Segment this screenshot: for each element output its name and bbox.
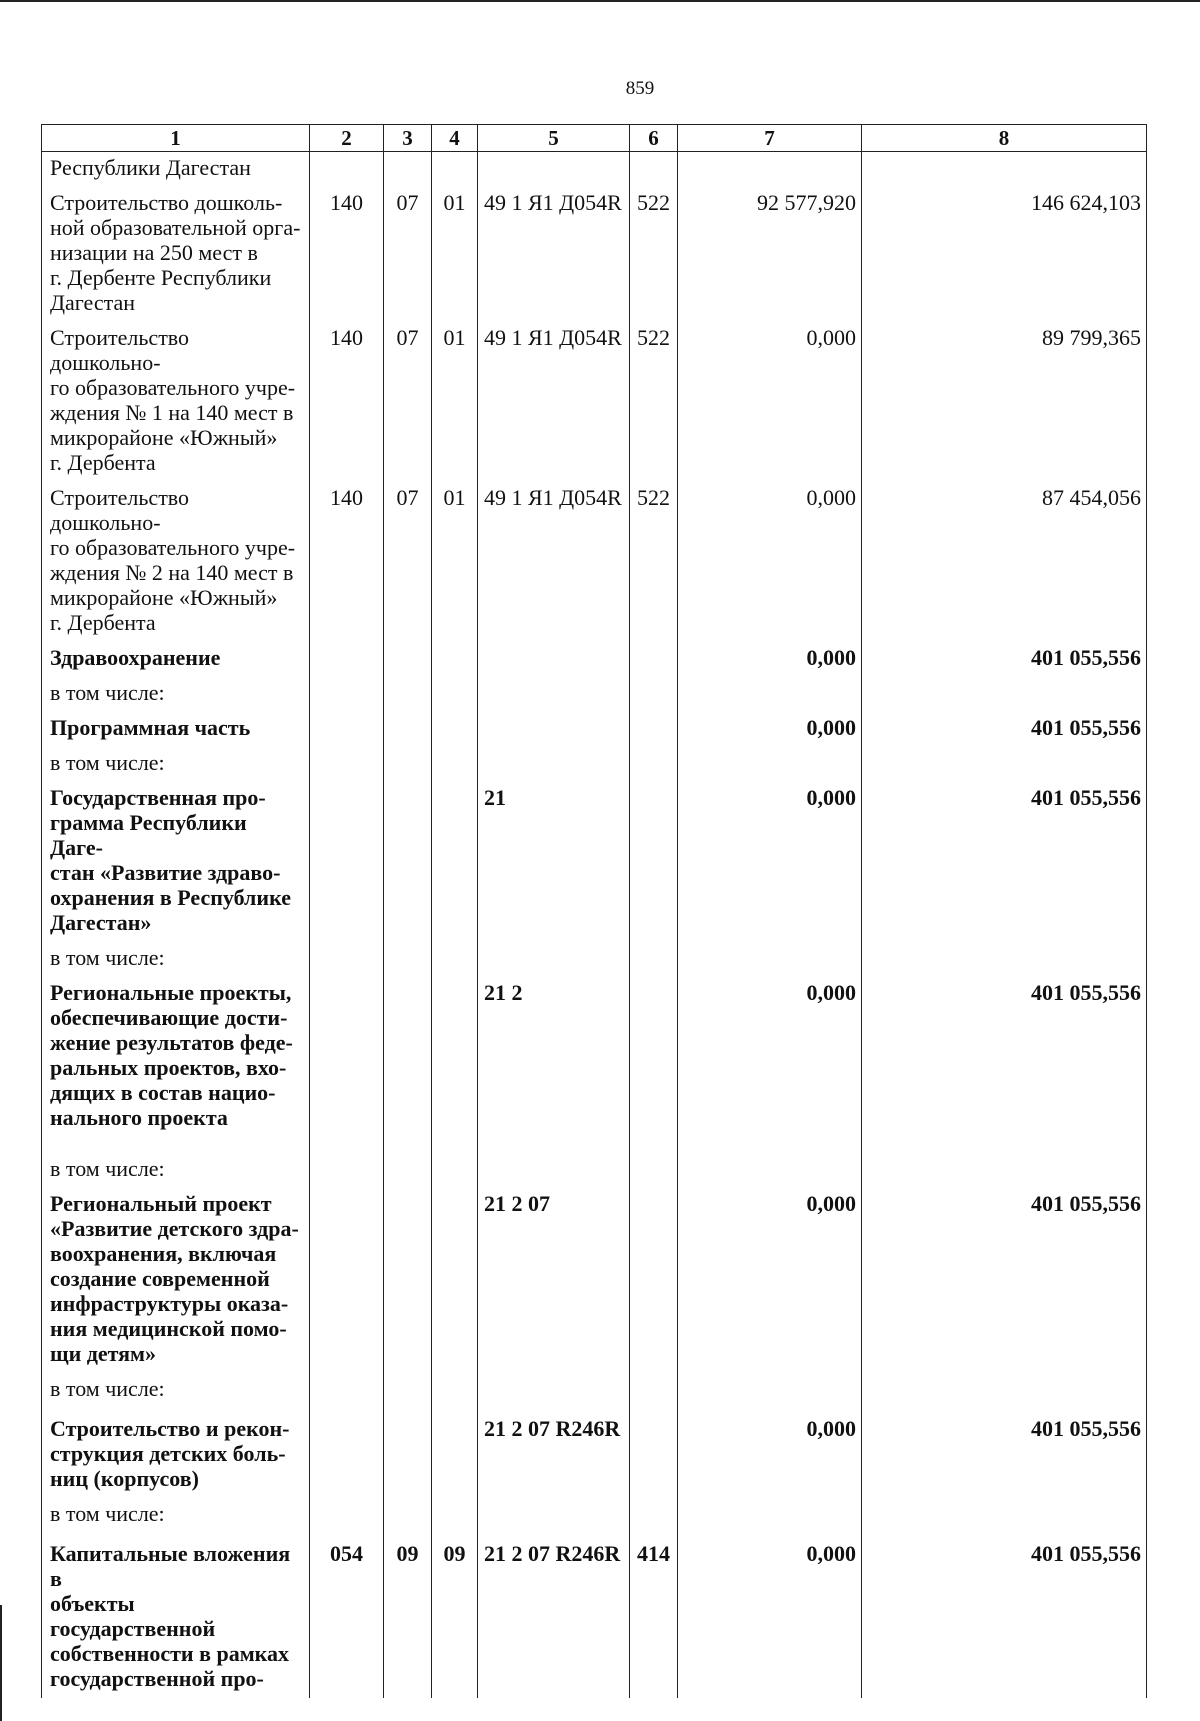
row-name-line: ждения № 2 на 140 мест в <box>50 560 294 585</box>
row-name-line: Государственная про- <box>50 785 266 810</box>
row-name-line: охранения в Республике <box>50 885 291 910</box>
cell-section-code: 09 <box>384 1538 432 1698</box>
cell-ministry-code <box>310 782 384 942</box>
row-name-line: Дагестан» <box>50 910 152 935</box>
cell-section-code: 07 <box>384 322 432 482</box>
cell-amount-col8 <box>862 1373 1147 1413</box>
row-name <box>42 1413 310 1498</box>
cell-section-code <box>384 747 432 782</box>
cell-section-code <box>384 642 432 677</box>
row-name-line: в том числе: <box>50 1501 165 1526</box>
table-row <box>42 642 1147 677</box>
row-name <box>42 642 310 677</box>
row-name-line: микрорайоне «Южный» <box>50 585 278 610</box>
cell-subsection-code <box>432 942 478 977</box>
col-header-2: 2 <box>310 125 384 152</box>
cell-expense-type: 522 <box>630 482 678 642</box>
cell-subsection-code <box>432 747 478 782</box>
left-margin-mark <box>0 1605 2 1721</box>
cell-expense-type: 522 <box>630 187 678 322</box>
cell-expense-type <box>630 1498 678 1538</box>
row-name <box>42 152 310 188</box>
row-name-line: в том числе: <box>50 1376 165 1401</box>
cell-ministry-code <box>310 1413 384 1498</box>
cell-expense-type <box>630 152 678 188</box>
row-name-line: «Развитие детского здра- <box>50 1216 299 1241</box>
cell-amount-col8: 401 055,556 <box>862 712 1147 747</box>
cell-expense-type <box>630 1373 678 1413</box>
top-border-line <box>0 0 1200 2</box>
col-header-3: 3 <box>384 125 432 152</box>
cell-ministry-code <box>310 942 384 977</box>
row-name-line: Региональный проект <box>50 1191 272 1216</box>
row-name-line: г. Дербента <box>50 450 156 475</box>
cell-subsection-code: 01 <box>432 187 478 322</box>
cell-section-code <box>384 1188 432 1373</box>
cell-subsection-code <box>432 712 478 747</box>
cell-expense-type <box>630 677 678 712</box>
table-row <box>42 1413 1147 1498</box>
table-row <box>42 677 1147 712</box>
row-name-line: Строительство дошкольно- <box>50 325 190 375</box>
cell-section-code <box>384 1498 432 1538</box>
table-row <box>42 747 1147 782</box>
cell-subsection-code <box>432 1498 478 1538</box>
col-header-8: 8 <box>862 125 1147 152</box>
cell-target-article <box>478 1153 630 1188</box>
cell-expense-type <box>630 977 678 1153</box>
cell-section-code <box>384 152 432 188</box>
cell-ministry-code <box>310 1153 384 1188</box>
cell-amount-col7: 0,000 <box>678 782 862 942</box>
cell-amount-col7: 0,000 <box>678 1413 862 1498</box>
cell-amount-col7: 0,000 <box>678 642 862 677</box>
row-name-line: Капитальные вложения в <box>50 1541 291 1591</box>
cell-ministry-code <box>310 747 384 782</box>
cell-ministry-code <box>310 1188 384 1373</box>
row-name-line: воохранения, включая <box>50 1241 277 1266</box>
cell-target-article <box>478 942 630 977</box>
cell-expense-type <box>630 712 678 747</box>
cell-amount-col8 <box>862 942 1147 977</box>
cell-amount-col7 <box>678 1498 862 1538</box>
row-name-line: Строительство дошколь- <box>50 190 283 215</box>
cell-ministry-code: 054 <box>310 1538 384 1698</box>
table-row <box>42 942 1147 977</box>
row-name <box>42 677 310 712</box>
cell-section-code <box>384 677 432 712</box>
cell-expense-type <box>630 782 678 942</box>
row-name-line: го образовательного учре- <box>50 375 296 400</box>
table-row <box>42 187 1147 322</box>
cell-expense-type <box>630 1413 678 1498</box>
row-name-line: объекты государственной <box>50 1591 216 1641</box>
table-row <box>42 322 1147 482</box>
row-name <box>42 747 310 782</box>
row-name-line: Региональные проекты, <box>50 980 292 1005</box>
row-name-line: в том числе: <box>50 680 165 705</box>
cell-ministry-code: 140 <box>310 482 384 642</box>
col-header-5: 5 <box>478 125 630 152</box>
cell-target-article: 21 <box>478 782 630 942</box>
row-name-line: ральных проектов, вхо- <box>50 1055 287 1080</box>
table-row <box>42 152 1147 188</box>
row-name <box>42 782 310 942</box>
row-name-line: ния медицинской помо- <box>50 1316 287 1341</box>
table-row <box>42 1153 1147 1188</box>
row-name <box>42 977 310 1153</box>
cell-amount-col8: 89 799,365 <box>862 322 1147 482</box>
table-row <box>42 712 1147 747</box>
cell-section-code <box>384 942 432 977</box>
cell-section-code: 07 <box>384 187 432 322</box>
cell-ministry-code <box>310 642 384 677</box>
cell-target-article: 49 1 Я1 Д054R <box>478 322 630 482</box>
cell-target-article <box>478 1498 630 1538</box>
cell-amount-col7: 0,000 <box>678 977 862 1153</box>
row-name <box>42 1498 310 1538</box>
cell-amount-col8: 401 055,556 <box>862 977 1147 1153</box>
cell-subsection-code <box>432 782 478 942</box>
cell-amount-col7: 0,000 <box>678 1538 862 1698</box>
cell-amount-col7 <box>678 1153 862 1188</box>
row-name-line: ной образовательной орга- <box>50 215 301 240</box>
cell-expense-type <box>630 747 678 782</box>
row-name-line: г. Дербенте Республики <box>50 265 272 290</box>
row-name-line: Республики Дагестан <box>50 155 251 180</box>
row-name-line: Программная часть <box>50 715 251 740</box>
row-name-line: Здравоохранение <box>50 645 221 670</box>
cell-amount-col8: 146 624,103 <box>862 187 1147 322</box>
cell-section-code <box>384 712 432 747</box>
cell-target-article <box>478 1373 630 1413</box>
table-header-row <box>42 125 1147 152</box>
row-name <box>42 187 310 322</box>
row-name-line: г. Дербента <box>50 610 156 635</box>
table-row <box>42 1188 1147 1373</box>
table-row <box>42 1538 1147 1698</box>
row-name-line: в том числе: <box>50 750 165 775</box>
cell-ministry-code <box>310 152 384 188</box>
cell-subsection-code <box>432 1153 478 1188</box>
table-row <box>42 782 1147 942</box>
row-name-line: дящих в состав нацио- <box>50 1080 276 1105</box>
cell-amount-col7 <box>678 152 862 188</box>
cell-section-code <box>384 782 432 942</box>
table-row <box>42 1373 1147 1413</box>
col-header-6: 6 <box>630 125 678 152</box>
cell-section-code <box>384 977 432 1153</box>
cell-ministry-code <box>310 712 384 747</box>
row-name <box>42 1538 310 1698</box>
row-name-line: стан «Развитие здраво- <box>50 860 281 885</box>
cell-amount-col8 <box>862 152 1147 188</box>
row-name-line: го образовательного учре- <box>50 535 296 560</box>
cell-target-article: 49 1 Я1 Д054R <box>478 187 630 322</box>
table-row <box>42 1498 1147 1538</box>
row-name-line: собственности в рамках <box>50 1641 290 1666</box>
row-name-line: жение результатов феде- <box>50 1030 293 1055</box>
cell-subsection-code <box>432 152 478 188</box>
cell-amount-col7: 0,000 <box>678 322 862 482</box>
row-name-line: микрорайоне «Южный» <box>50 425 278 450</box>
row-name-line: обеспечивающие дости- <box>50 1005 288 1030</box>
row-name-line: государственной про- <box>50 1666 264 1691</box>
col-header-7: 7 <box>678 125 862 152</box>
cell-subsection-code <box>432 1373 478 1413</box>
col-header-1: 1 <box>42 125 310 152</box>
row-name <box>42 482 310 642</box>
cell-ministry-code <box>310 1373 384 1413</box>
budget-table <box>41 124 1147 1698</box>
cell-amount-col8: 87 454,056 <box>862 482 1147 642</box>
cell-amount-col7: 92 577,920 <box>678 187 862 322</box>
cell-expense-type: 522 <box>630 322 678 482</box>
cell-expense-type <box>630 1188 678 1373</box>
cell-amount-col8 <box>862 677 1147 712</box>
row-name-line: Дагестан <box>50 290 136 315</box>
cell-target-article: 21 2 <box>478 977 630 1153</box>
cell-ministry-code: 140 <box>310 322 384 482</box>
cell-target-article <box>478 152 630 188</box>
cell-amount-col7 <box>678 677 862 712</box>
cell-target-article <box>478 712 630 747</box>
row-name-line: инфраструктуры оказа- <box>50 1291 289 1316</box>
cell-section-code <box>384 1153 432 1188</box>
cell-section-code <box>384 1413 432 1498</box>
page-number: 859 <box>625 78 655 99</box>
cell-amount-col8 <box>862 747 1147 782</box>
cell-amount-col8: 401 055,556 <box>862 642 1147 677</box>
cell-expense-type <box>630 942 678 977</box>
row-name-line: щи детям» <box>50 1341 157 1366</box>
cell-subsection-code <box>432 977 478 1153</box>
row-name-line: грамма Республики Даге- <box>50 810 247 860</box>
cell-amount-col7 <box>678 747 862 782</box>
cell-subsection-code <box>432 1188 478 1373</box>
cell-amount-col7: 0,000 <box>678 482 862 642</box>
row-name <box>42 942 310 977</box>
cell-expense-type <box>630 642 678 677</box>
cell-amount-col8: 401 055,556 <box>862 1413 1147 1498</box>
row-name-line: ждения № 1 на 140 мест в <box>50 400 294 425</box>
cell-target-article: 21 2 07 <box>478 1188 630 1373</box>
cell-subsection-code: 01 <box>432 482 478 642</box>
row-name-line: Строительство и рекон- <box>50 1416 290 1441</box>
row-name-line: создание современной <box>50 1266 270 1291</box>
cell-target-article: 49 1 Я1 Д054R <box>478 482 630 642</box>
cell-ministry-code <box>310 1498 384 1538</box>
cell-subsection-code <box>432 1413 478 1498</box>
row-name <box>42 1153 310 1188</box>
cell-amount-col7 <box>678 942 862 977</box>
cell-subsection-code: 09 <box>432 1538 478 1698</box>
cell-amount-col7: 0,000 <box>678 712 862 747</box>
cell-target-article <box>478 747 630 782</box>
cell-subsection-code: 01 <box>432 322 478 482</box>
cell-amount-col8: 401 055,556 <box>862 1538 1147 1698</box>
row-name <box>42 1188 310 1373</box>
cell-target-article <box>478 642 630 677</box>
row-name-line: в том числе: <box>50 945 165 970</box>
cell-amount-col8 <box>862 1153 1147 1188</box>
cell-section-code: 07 <box>384 482 432 642</box>
row-name <box>42 1373 310 1413</box>
cell-ministry-code <box>310 677 384 712</box>
row-name <box>42 322 310 482</box>
row-name-line: струкция детских боль- <box>50 1441 286 1466</box>
cell-amount-col8 <box>862 1498 1147 1538</box>
col-header-4: 4 <box>432 125 478 152</box>
cell-ministry-code <box>310 977 384 1153</box>
row-name-line: нального проекта <box>50 1105 228 1130</box>
table-row <box>42 977 1147 1153</box>
row-name-line: в том числе: <box>50 1156 165 1181</box>
cell-amount-col8: 401 055,556 <box>862 1188 1147 1373</box>
row-name-line: низации на 250 мест в <box>50 240 258 265</box>
cell-expense-type <box>630 1153 678 1188</box>
cell-target-article <box>478 677 630 712</box>
row-name-line: Строительство дошкольно- <box>50 485 190 535</box>
cell-ministry-code: 140 <box>310 187 384 322</box>
row-name <box>42 712 310 747</box>
cell-subsection-code <box>432 642 478 677</box>
cell-target-article: 21 2 07 R246R <box>478 1538 630 1698</box>
cell-subsection-code <box>432 677 478 712</box>
table-body <box>42 152 1147 1699</box>
cell-amount-col7 <box>678 1373 862 1413</box>
cell-section-code <box>384 1373 432 1413</box>
cell-target-article: 21 2 07 R246R <box>478 1413 630 1498</box>
row-name-line: ниц (корпусов) <box>50 1466 199 1491</box>
table-row <box>42 482 1147 642</box>
cell-expense-type: 414 <box>630 1538 678 1698</box>
cell-amount-col7: 0,000 <box>678 1188 862 1373</box>
cell-amount-col8: 401 055,556 <box>862 782 1147 942</box>
